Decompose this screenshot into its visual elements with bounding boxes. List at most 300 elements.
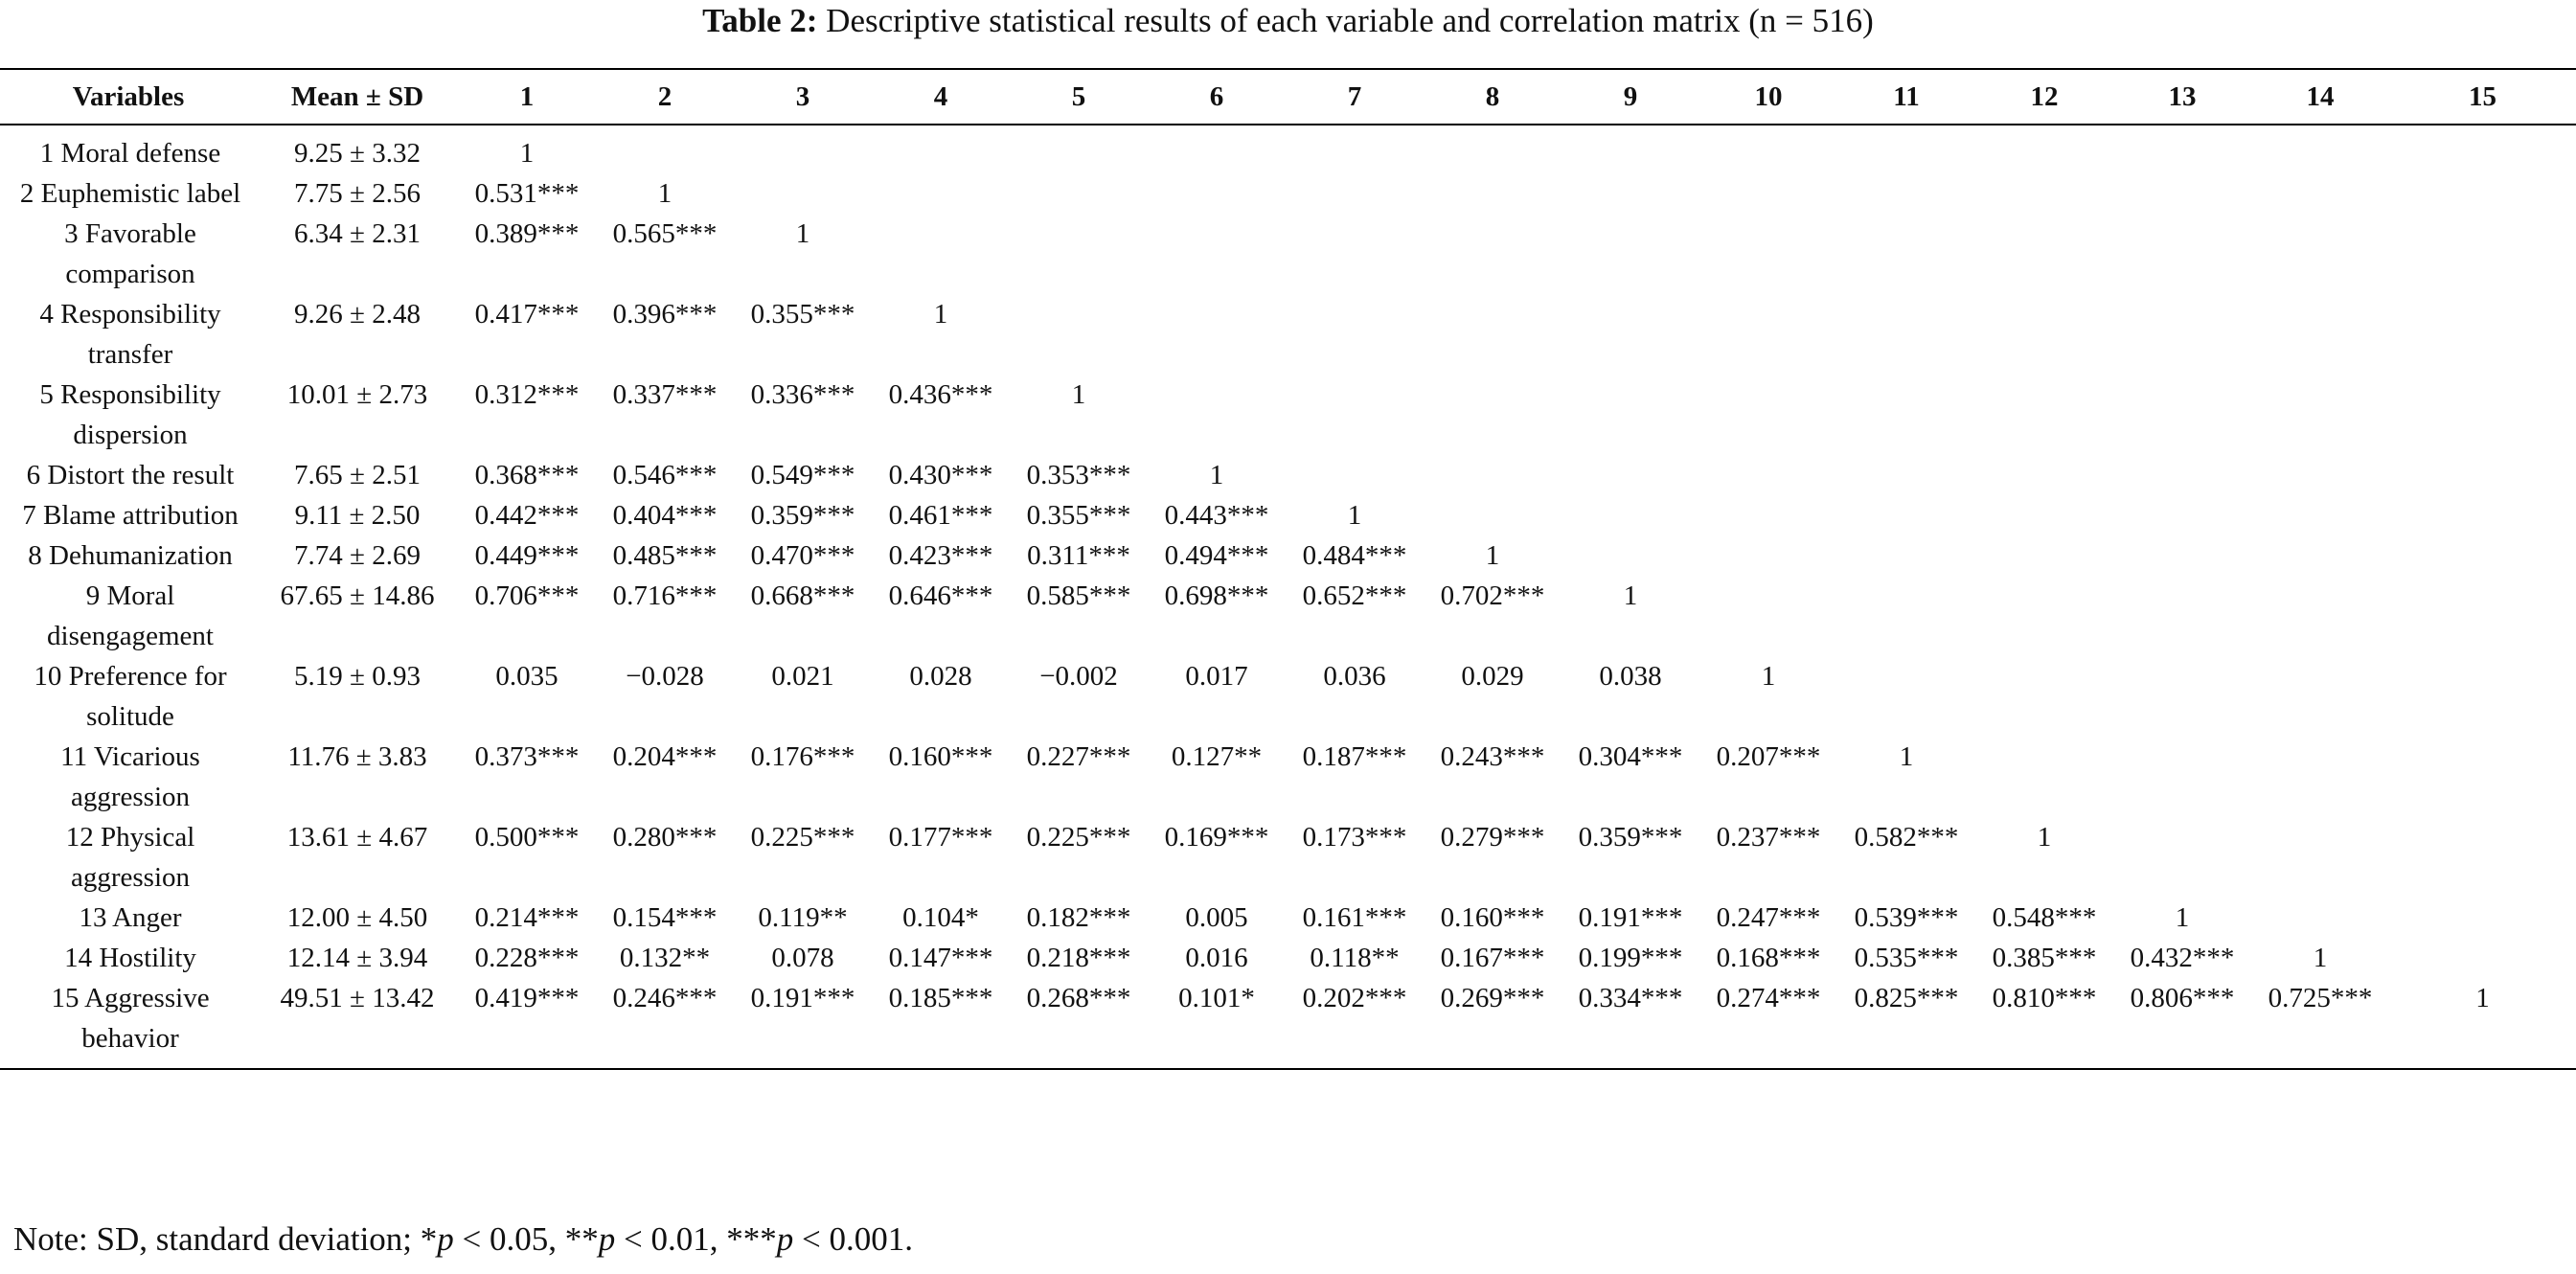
empty-cell <box>2113 495 2251 535</box>
correlation-cell: 0.389*** <box>474 218 580 249</box>
mean-sd-cell: 49.51 ± 13.42 <box>280 983 435 1013</box>
correlation-cell: 0.029 <box>1461 661 1524 692</box>
correlation-cell: −0.002 <box>1039 661 1118 692</box>
empty-cell <box>1975 375 2113 455</box>
empty-cell <box>1699 535 1837 576</box>
empty-cell <box>2389 294 2576 375</box>
empty-cell <box>2389 898 2576 938</box>
header-col-12: 12 <box>2030 80 2059 112</box>
empty-cell <box>1148 214 1286 294</box>
header-col-1: 1 <box>519 80 535 112</box>
variable-name-cell: 8 Dehumanization <box>28 540 233 571</box>
correlation-cell: 0.336*** <box>750 379 855 410</box>
empty-cell <box>2251 535 2389 576</box>
variable-name-cell: 2 Euphemistic label <box>19 178 241 209</box>
correlation-cell: 0.668*** <box>750 580 855 611</box>
mean-sd-cell: 13.61 ± 4.67 <box>286 822 428 853</box>
empty-cell <box>2389 495 2576 535</box>
empty-cell <box>872 173 1010 214</box>
empty-cell <box>2251 656 2389 737</box>
empty-cell <box>1424 173 1562 214</box>
header-col-8: 8 <box>1485 80 1500 112</box>
mean-sd-cell: 9.26 ± 2.48 <box>294 299 421 330</box>
empty-cell <box>2113 125 2251 173</box>
correlation-cell: 0.119** <box>758 902 848 933</box>
correlation-cell: 0.806*** <box>2130 983 2235 1013</box>
correlation-cell: 0.167*** <box>1440 943 1545 973</box>
correlation-cell: 0.173*** <box>1302 822 1407 853</box>
empty-cell <box>2389 656 2576 737</box>
correlation-cell: 0.334*** <box>1578 983 1683 1013</box>
correlation-cell: −0.028 <box>626 661 704 692</box>
empty-cell <box>872 214 1010 294</box>
empty-cell <box>1424 495 1562 535</box>
variable-name-cell: 15 Aggressive behavior <box>51 983 210 1054</box>
empty-cell <box>2113 817 2251 898</box>
correlation-cell: 0.396*** <box>612 299 718 330</box>
correlation-cell: 0.127** <box>1171 741 1263 772</box>
correlation-cell: 0.423*** <box>888 540 993 571</box>
empty-cell <box>2389 576 2576 656</box>
correlation-cell: 0.035 <box>495 661 559 692</box>
empty-cell <box>1148 173 1286 214</box>
empty-cell <box>1424 455 1562 495</box>
empty-cell <box>1837 455 1975 495</box>
header-col-5: 5 <box>1071 80 1086 112</box>
correlation-cell: 0.698*** <box>1164 580 1269 611</box>
empty-cell <box>1699 375 1837 455</box>
correlation-cell: 0.646*** <box>888 580 993 611</box>
empty-cell <box>1837 576 1975 656</box>
empty-cell <box>1562 294 1699 375</box>
correlation-cell: 1 <box>2475 983 2490 1013</box>
empty-cell <box>2113 576 2251 656</box>
correlation-cell: 0.359*** <box>750 500 855 531</box>
correlation-cell: 0.225*** <box>750 822 855 853</box>
correlation-cell: 0.546*** <box>612 460 718 490</box>
empty-cell <box>1837 125 1975 173</box>
empty-cell <box>2251 173 2389 214</box>
correlation-cell: 0.442*** <box>474 500 580 531</box>
empty-cell <box>1699 173 1837 214</box>
correlation-cell: 0.432*** <box>2130 943 2235 973</box>
correlation-cell: 0.716*** <box>612 580 718 611</box>
empty-cell <box>2113 535 2251 576</box>
correlation-cell: 1 <box>1623 580 1638 611</box>
note-prefix: Note: SD, standard deviation; * <box>13 1220 438 1258</box>
empty-cell <box>1975 576 2113 656</box>
empty-cell <box>1010 125 1148 173</box>
correlation-cell: 1 <box>1485 540 1500 571</box>
mean-sd-cell: 7.74 ± 2.69 <box>294 540 421 571</box>
empty-cell <box>1699 214 1837 294</box>
table-row <box>0 817 2576 898</box>
correlation-cell: 0.430*** <box>888 460 993 490</box>
empty-cell <box>1975 125 2113 173</box>
correlation-cell: 0.176*** <box>750 741 855 772</box>
table-row <box>0 576 2576 656</box>
correlation-cell: 0.337*** <box>612 379 718 410</box>
correlation-table-container <box>0 68 2576 1070</box>
empty-cell <box>1148 375 1286 455</box>
empty-cell <box>2251 495 2389 535</box>
correlation-table <box>0 68 2576 1070</box>
variable-name-cell: 6 Distort the result <box>26 460 235 490</box>
correlation-cell: 0.417*** <box>474 299 580 330</box>
note-text-2: < 0.01, *** <box>615 1220 777 1258</box>
correlation-cell: 1 <box>795 218 810 249</box>
empty-cell <box>1837 173 1975 214</box>
variable-name-cell: 9 Moral disengagement <box>47 580 214 651</box>
empty-cell <box>2389 455 2576 495</box>
empty-cell <box>1562 173 1699 214</box>
correlation-cell: 0.028 <box>909 661 972 692</box>
correlation-cell: 0.218*** <box>1026 943 1131 973</box>
mean-sd-cell: 6.34 ± 2.31 <box>294 218 421 249</box>
correlation-cell: 1 <box>1071 379 1086 410</box>
correlation-cell: 0.702*** <box>1440 580 1545 611</box>
table-row <box>0 495 2576 535</box>
table-row <box>0 938 2576 978</box>
empty-cell <box>1975 455 2113 495</box>
correlation-cell: 0.182*** <box>1026 902 1131 933</box>
empty-cell <box>2251 375 2389 455</box>
empty-cell <box>1975 173 2113 214</box>
variable-name-cell: 5 Responsibility dispersion <box>39 379 221 450</box>
correlation-cell: 0.243*** <box>1440 741 1545 772</box>
mean-sd-cell: 9.25 ± 3.32 <box>294 138 421 169</box>
table-row <box>0 898 2576 938</box>
correlation-cell: 0.168*** <box>1716 943 1821 973</box>
empty-cell <box>2251 576 2389 656</box>
empty-cell <box>2251 737 2389 817</box>
correlation-cell: 0.021 <box>771 661 834 692</box>
correlation-cell: 0.104* <box>902 902 979 933</box>
correlation-cell: 0.199*** <box>1578 943 1683 973</box>
correlation-cell: 0.548*** <box>1992 902 2097 933</box>
empty-cell <box>1424 214 1562 294</box>
empty-cell <box>1286 375 1424 455</box>
empty-cell <box>2113 294 2251 375</box>
empty-cell <box>1148 125 1286 173</box>
header-variables: Variables <box>72 80 185 112</box>
correlation-cell: 0.585*** <box>1026 580 1131 611</box>
correlation-cell: 0.359*** <box>1578 822 1683 853</box>
empty-cell <box>1010 173 1148 214</box>
empty-cell <box>1837 214 1975 294</box>
empty-cell <box>2113 455 2251 495</box>
empty-cell <box>1699 294 1837 375</box>
variable-name-cell: 12 Physical aggression <box>65 822 195 893</box>
variable-name-cell: 13 Anger <box>79 902 182 933</box>
empty-cell <box>2113 656 2251 737</box>
empty-cell <box>734 125 872 173</box>
table-row <box>0 214 2576 294</box>
correlation-cell: 0.280*** <box>612 822 718 853</box>
empty-cell <box>2389 817 2576 898</box>
empty-cell <box>1975 656 2113 737</box>
table-row <box>0 173 2576 214</box>
mean-sd-cell: 11.76 ± 3.83 <box>287 741 427 772</box>
table-row <box>0 737 2576 817</box>
note-text-3: < 0.001. <box>793 1220 914 1258</box>
correlation-cell: 0.470*** <box>750 540 855 571</box>
mean-sd-cell: 5.19 ± 0.93 <box>294 661 421 692</box>
correlation-cell: 1 <box>933 299 948 330</box>
empty-cell <box>1975 495 2113 535</box>
table-row <box>0 656 2576 737</box>
variable-name-cell: 14 Hostility <box>64 943 196 973</box>
correlation-cell: 0.177*** <box>888 822 993 853</box>
variable-name-cell: 10 Preference for solitude <box>34 661 227 732</box>
correlation-cell: 0.191*** <box>750 983 855 1013</box>
table-caption <box>0 0 2576 42</box>
empty-cell <box>2389 737 2576 817</box>
correlation-cell: 0.565*** <box>612 218 718 249</box>
correlation-cell: 0.810*** <box>1992 983 2097 1013</box>
correlation-cell: 0.225*** <box>1026 822 1131 853</box>
correlation-cell: 0.160*** <box>888 741 993 772</box>
correlation-cell: 0.385*** <box>1992 943 2097 973</box>
empty-cell <box>1699 125 1837 173</box>
empty-cell <box>1010 214 1148 294</box>
empty-cell <box>1837 294 1975 375</box>
empty-cell <box>1975 737 2113 817</box>
empty-cell <box>1286 125 1424 173</box>
empty-cell <box>1562 535 1699 576</box>
empty-cell <box>1837 656 1975 737</box>
correlation-cell: 0.036 <box>1323 661 1386 692</box>
correlation-cell: 0.368*** <box>474 460 580 490</box>
empty-cell <box>1837 375 1975 455</box>
correlation-cell: 0.227*** <box>1026 741 1131 772</box>
empty-cell <box>596 125 734 173</box>
table-row <box>0 978 2576 1069</box>
table-row <box>0 375 2576 455</box>
correlation-cell: 0.228*** <box>474 943 580 973</box>
mean-sd-cell: 7.75 ± 2.56 <box>294 178 421 209</box>
header-col-2: 2 <box>657 80 672 112</box>
variable-name-cell: 11 Vicarious aggression <box>60 741 200 812</box>
empty-cell <box>1562 214 1699 294</box>
correlation-cell: 0.404*** <box>612 500 718 531</box>
mean-sd-cell: 12.00 ± 4.50 <box>286 902 428 933</box>
empty-cell <box>1837 495 1975 535</box>
correlation-cell: 0.132** <box>619 943 711 973</box>
empty-cell <box>1286 173 1424 214</box>
correlation-cell: 0.549*** <box>750 460 855 490</box>
correlation-cell: 0.539*** <box>1854 902 1959 933</box>
correlation-cell: 0.535*** <box>1854 943 1959 973</box>
correlation-cell: 0.191*** <box>1578 902 1683 933</box>
correlation-cell: 1 <box>519 138 535 169</box>
correlation-cell: 0.355*** <box>750 299 855 330</box>
empty-cell <box>2389 125 2576 173</box>
empty-cell <box>872 125 1010 173</box>
correlation-cell: 0.247*** <box>1716 902 1821 933</box>
correlation-cell: 0.373*** <box>474 741 580 772</box>
correlation-cell: 0.214*** <box>474 902 580 933</box>
correlation-cell: 1 <box>1761 661 1776 692</box>
note-p-symbol: p <box>437 1220 454 1258</box>
empty-cell <box>2251 294 2389 375</box>
note-p-symbol: p <box>598 1220 616 1258</box>
table-row <box>0 455 2576 495</box>
empty-cell <box>2113 737 2251 817</box>
header-mean-sd: Mean ± SD <box>290 80 424 112</box>
correlation-cell: 0.101* <box>1178 983 1255 1013</box>
empty-cell <box>1286 294 1424 375</box>
header-col-9: 9 <box>1623 80 1638 112</box>
variable-name-cell: 3 Favorable comparison <box>64 218 196 289</box>
empty-cell <box>2113 214 2251 294</box>
mean-sd-cell: 67.65 ± 14.86 <box>280 580 435 611</box>
correlation-cell: 0.202*** <box>1302 983 1407 1013</box>
empty-cell <box>2251 455 2389 495</box>
mean-sd-cell: 9.11 ± 2.50 <box>294 500 421 531</box>
empty-cell <box>1562 455 1699 495</box>
correlation-cell: 0.311*** <box>1027 540 1130 571</box>
header-col-13: 13 <box>2168 80 2197 112</box>
correlation-cell: 0.500*** <box>474 822 580 853</box>
correlation-cell: 1 <box>1209 460 1224 490</box>
correlation-cell: 0.725*** <box>2268 983 2373 1013</box>
correlation-cell: 0.825*** <box>1854 983 1959 1013</box>
empty-cell <box>1699 495 1837 535</box>
correlation-cell: 0.531*** <box>474 178 580 209</box>
correlation-cell: 0.017 <box>1185 661 1248 692</box>
correlation-cell: 0.461*** <box>888 500 993 531</box>
correlation-cell: 0.005 <box>1185 902 1248 933</box>
note-text-1: < 0.05, ** <box>453 1220 599 1258</box>
correlation-cell: 0.078 <box>771 943 834 973</box>
correlation-cell: 0.185*** <box>888 983 993 1013</box>
correlation-cell: 0.419*** <box>474 983 580 1013</box>
header-col-6: 6 <box>1209 80 1224 112</box>
correlation-cell: 0.038 <box>1599 661 1662 692</box>
correlation-cell: 0.443*** <box>1164 500 1269 531</box>
header-col-10: 10 <box>1754 80 1783 112</box>
empty-cell <box>1837 535 1975 576</box>
empty-cell <box>1975 535 2113 576</box>
correlation-cell: 0.237*** <box>1716 822 1821 853</box>
correlation-cell: 1 <box>2037 822 2052 853</box>
correlation-cell: 0.147*** <box>888 943 993 973</box>
empty-cell <box>2389 938 2576 978</box>
empty-cell <box>1286 214 1424 294</box>
empty-cell <box>734 173 872 214</box>
mean-sd-cell: 10.01 ± 2.73 <box>286 379 428 410</box>
mean-sd-cell: 7.65 ± 2.51 <box>294 460 421 490</box>
variable-name-cell: 7 Blame attribution <box>22 500 239 531</box>
empty-cell <box>2251 898 2389 938</box>
correlation-cell: 1 <box>1899 741 1914 772</box>
correlation-cell: 0.485*** <box>612 540 718 571</box>
header-col-11: 11 <box>1893 80 1920 112</box>
correlation-cell: 0.652*** <box>1302 580 1407 611</box>
empty-cell <box>2113 375 2251 455</box>
empty-cell <box>1424 294 1562 375</box>
mean-sd-cell: 12.14 ± 3.94 <box>286 943 428 973</box>
header-col-7: 7 <box>1347 80 1362 112</box>
correlation-cell: 0.187*** <box>1302 741 1407 772</box>
correlation-cell: 0.160*** <box>1440 902 1545 933</box>
table-row <box>0 535 2576 576</box>
correlation-cell: 1 <box>1347 500 1362 531</box>
table-row <box>0 294 2576 375</box>
empty-cell <box>1010 294 1148 375</box>
correlation-cell: 1 <box>2175 902 2190 933</box>
correlation-cell: 0.161*** <box>1302 902 1407 933</box>
correlation-cell: 0.494*** <box>1164 540 1269 571</box>
correlation-cell: 0.706*** <box>474 580 580 611</box>
empty-cell <box>1699 455 1837 495</box>
empty-cell <box>2251 817 2389 898</box>
empty-cell <box>1975 214 2113 294</box>
correlation-cell: 0.449*** <box>474 540 580 571</box>
empty-cell <box>1975 294 2113 375</box>
correlation-cell: 0.304*** <box>1578 741 1683 772</box>
header-col-3: 3 <box>795 80 810 112</box>
empty-cell <box>1699 576 1837 656</box>
correlation-cell: 0.204*** <box>612 741 718 772</box>
table-header <box>0 69 2576 125</box>
correlation-cell: 0.274*** <box>1716 983 1821 1013</box>
empty-cell <box>1562 495 1699 535</box>
header-row <box>0 69 2576 125</box>
header-col-15: 15 <box>2469 80 2496 112</box>
correlation-cell: 0.355*** <box>1026 500 1131 531</box>
empty-cell <box>1424 375 1562 455</box>
table-caption-label: Table 2: <box>702 2 818 39</box>
variable-name-cell: 4 Responsibility transfer <box>39 299 221 370</box>
empty-cell <box>2389 173 2576 214</box>
empty-cell <box>2389 375 2576 455</box>
table-row <box>0 125 2576 173</box>
empty-cell <box>2251 214 2389 294</box>
table-caption-text: Descriptive statistical results of each variable and correlation matrix (n = 516) <box>817 2 1874 39</box>
correlation-cell: 0.353*** <box>1026 460 1131 490</box>
empty-cell <box>1562 125 1699 173</box>
correlation-cell: 0.269*** <box>1440 983 1545 1013</box>
empty-cell <box>2113 173 2251 214</box>
correlation-cell: 1 <box>657 178 672 209</box>
correlation-cell: 0.484*** <box>1302 540 1407 571</box>
header-col-4: 4 <box>933 80 948 112</box>
correlation-cell: 0.154*** <box>612 902 718 933</box>
empty-cell <box>2251 125 2389 173</box>
header-col-14: 14 <box>2306 80 2335 112</box>
correlation-cell: 0.582*** <box>1854 822 1959 853</box>
note-p-symbol: p <box>776 1220 794 1258</box>
empty-cell <box>1286 455 1424 495</box>
correlation-cell: 0.279*** <box>1440 822 1545 853</box>
correlation-cell: 1 <box>2313 943 2328 973</box>
empty-cell <box>1562 375 1699 455</box>
correlation-cell: 0.268*** <box>1026 983 1131 1013</box>
variable-name-cell: 1 Moral defense <box>39 138 221 169</box>
correlation-cell: 0.016 <box>1185 943 1248 973</box>
table-body <box>0 125 2576 1069</box>
correlation-cell: 0.169*** <box>1164 822 1269 853</box>
empty-cell <box>2389 214 2576 294</box>
empty-cell <box>2389 535 2576 576</box>
empty-cell <box>1424 125 1562 173</box>
correlation-cell: 0.436*** <box>888 379 993 410</box>
correlation-cell: 0.312*** <box>474 379 580 410</box>
correlation-cell: 0.246*** <box>612 983 718 1013</box>
correlation-cell: 0.118** <box>1310 943 1400 973</box>
